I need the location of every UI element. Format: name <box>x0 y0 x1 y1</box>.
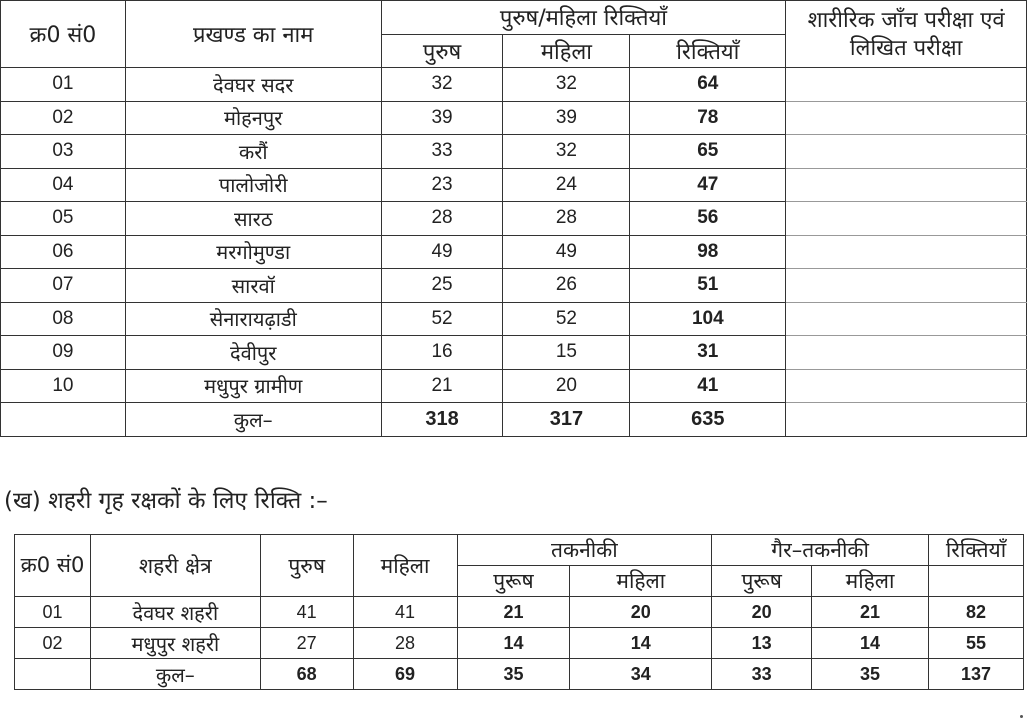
male-cell: 49 <box>381 235 503 269</box>
total-female: 317 <box>503 403 630 437</box>
tech-female-cell: 14 <box>570 628 712 659</box>
table-row <box>1 302 1027 336</box>
header-male: पुरुष <box>381 34 503 68</box>
table-row <box>1 68 1027 102</box>
female-cell: 41 <box>353 597 457 628</box>
exam-cell <box>786 269 1027 303</box>
nontech-male-cell: 20 <box>712 597 812 628</box>
total-male: 318 <box>381 403 503 437</box>
table-row <box>1 101 1027 135</box>
serial-cell: 08 <box>1 302 126 336</box>
serial-cell: 02 <box>15 628 91 659</box>
exam-cell <box>786 135 1027 169</box>
header-vacancies: रिक्तियाँ <box>630 34 786 68</box>
exam-cell <box>786 202 1027 236</box>
urban-section-heading: (ख) शहरी गृह रक्षकों के लिए रिक्ति :– <box>4 488 328 514</box>
female-cell: 49 <box>503 235 630 269</box>
header-serial: क्र0 सं0 <box>1 1 126 68</box>
urban-vacancy-table <box>14 534 1024 690</box>
male-cell: 33 <box>381 135 503 169</box>
total-cell: 47 <box>630 168 786 202</box>
total-cell: 56 <box>630 202 786 236</box>
male-cell: 21 <box>381 369 503 403</box>
header-nontech-female: महिला <box>812 566 929 597</box>
total-cell: 65 <box>630 135 786 169</box>
female-cell: 39 <box>503 101 630 135</box>
total-cell: 31 <box>630 336 786 370</box>
tech-male-cell: 21 <box>457 597 570 628</box>
male-cell: 27 <box>260 628 353 659</box>
header-tech-male: पुरूष <box>457 566 570 597</box>
area-cell: देवघर शहरी <box>90 597 260 628</box>
header-female: महिला <box>353 535 457 597</box>
table-row <box>1 235 1027 269</box>
total-row-blank <box>1 403 126 437</box>
serial-cell: 09 <box>1 336 126 370</box>
table-row <box>1 135 1027 169</box>
total-label: कुल– <box>125 403 381 437</box>
female-cell: 28 <box>353 628 457 659</box>
total-cell: 82 <box>929 597 1024 628</box>
total-vacancies: 635 <box>630 403 786 437</box>
block-name-cell: मरगोमुण्डा <box>125 235 381 269</box>
total-vacancies: 137 <box>929 659 1024 690</box>
serial-cell: 10 <box>1 369 126 403</box>
header-area: शहरी क्षेत्र <box>90 535 260 597</box>
table-row <box>1 369 1027 403</box>
female-cell: 15 <box>503 336 630 370</box>
female-cell: 28 <box>503 202 630 236</box>
exam-cell <box>786 235 1027 269</box>
serial-cell: 01 <box>1 68 126 102</box>
male-cell: 39 <box>381 101 503 135</box>
total-cell: 104 <box>630 302 786 336</box>
total-female: 69 <box>353 659 457 690</box>
exam-cell <box>786 101 1027 135</box>
header-block-name: प्रखण्ड का नाम <box>125 1 381 68</box>
male-cell: 32 <box>381 68 503 102</box>
exam-cell <box>786 336 1027 370</box>
female-cell: 24 <box>503 168 630 202</box>
block-name-cell: मधुपुर ग्रामीण <box>125 369 381 403</box>
female-cell: 32 <box>503 135 630 169</box>
header-vacancy-group: पुरुष/महिला रिक्तियाँ <box>381 1 786 35</box>
total-exam-blank <box>786 403 1027 437</box>
block-name-cell: देवीपुर <box>125 336 381 370</box>
header-non-technical: गैर–तकनीकी <box>712 535 929 566</box>
total-row-blank <box>15 659 91 690</box>
male-cell: 25 <box>381 269 503 303</box>
female-cell: 20 <box>503 369 630 403</box>
total-male: 68 <box>260 659 353 690</box>
header-female: महिला <box>503 34 630 68</box>
total-cell: 51 <box>630 269 786 303</box>
table-row <box>1 269 1027 303</box>
serial-cell: 05 <box>1 202 126 236</box>
nontech-female-cell: 21 <box>812 597 929 628</box>
total-tech-female: 34 <box>570 659 712 690</box>
female-cell: 52 <box>503 302 630 336</box>
male-cell: 16 <box>381 336 503 370</box>
male-cell: 28 <box>381 202 503 236</box>
header-tech-female: महिला <box>570 566 712 597</box>
header-vacancies: रिक्तियाँ <box>929 535 1024 566</box>
serial-cell: 06 <box>1 235 126 269</box>
exam-cell <box>786 68 1027 102</box>
header-serial: क्र0 सं0 <box>15 535 91 597</box>
block-name-cell: सेनारायढ़ाडी <box>125 302 381 336</box>
block-name-cell: देवघर सदर <box>125 68 381 102</box>
header-male: पुरुष <box>260 535 353 597</box>
table-row <box>1 336 1027 370</box>
header-vacancies-blank <box>929 566 1024 597</box>
male-cell: 41 <box>260 597 353 628</box>
total-cell: 41 <box>630 369 786 403</box>
total-label: कुल– <box>90 659 260 690</box>
block-name-cell: करौं <box>125 135 381 169</box>
exam-cell <box>786 302 1027 336</box>
total-row <box>15 659 1024 690</box>
exam-cell <box>786 168 1027 202</box>
table-row <box>15 597 1024 628</box>
total-cell: 55 <box>929 628 1024 659</box>
serial-cell: 03 <box>1 135 126 169</box>
table-row <box>1 168 1027 202</box>
total-cell: 78 <box>630 101 786 135</box>
serial-cell: 02 <box>1 101 126 135</box>
female-cell: 26 <box>503 269 630 303</box>
total-nontech-male: 33 <box>712 659 812 690</box>
serial-cell: 01 <box>15 597 91 628</box>
male-cell: 52 <box>381 302 503 336</box>
total-cell: 98 <box>630 235 786 269</box>
header-technical: तकनीकी <box>457 535 712 566</box>
total-nontech-female: 35 <box>812 659 929 690</box>
area-cell: मधुपुर शहरी <box>90 628 260 659</box>
table-row <box>1 202 1027 236</box>
tech-female-cell: 20 <box>570 597 712 628</box>
header-nontech-male: पुरूष <box>712 566 812 597</box>
male-cell: 23 <box>381 168 503 202</box>
nontech-male-cell: 13 <box>712 628 812 659</box>
block-name-cell: सारठ <box>125 202 381 236</box>
scan-mark <box>1020 715 1023 718</box>
block-name-cell: मोहनपुर <box>125 101 381 135</box>
total-cell: 64 <box>630 68 786 102</box>
nontech-female-cell: 14 <box>812 628 929 659</box>
exam-cell <box>786 369 1027 403</box>
female-cell: 32 <box>503 68 630 102</box>
total-tech-male: 35 <box>457 659 570 690</box>
block-name-cell: सारवॉ <box>125 269 381 303</box>
block-name-cell: पालोजोरी <box>125 168 381 202</box>
total-row <box>1 403 1027 437</box>
serial-cell: 04 <box>1 168 126 202</box>
header-exam: शारीरिक जाँच परीक्षा एवं लिखित परीक्षा <box>786 1 1027 68</box>
tech-male-cell: 14 <box>457 628 570 659</box>
serial-cell: 07 <box>1 269 126 303</box>
table-row <box>15 628 1024 659</box>
